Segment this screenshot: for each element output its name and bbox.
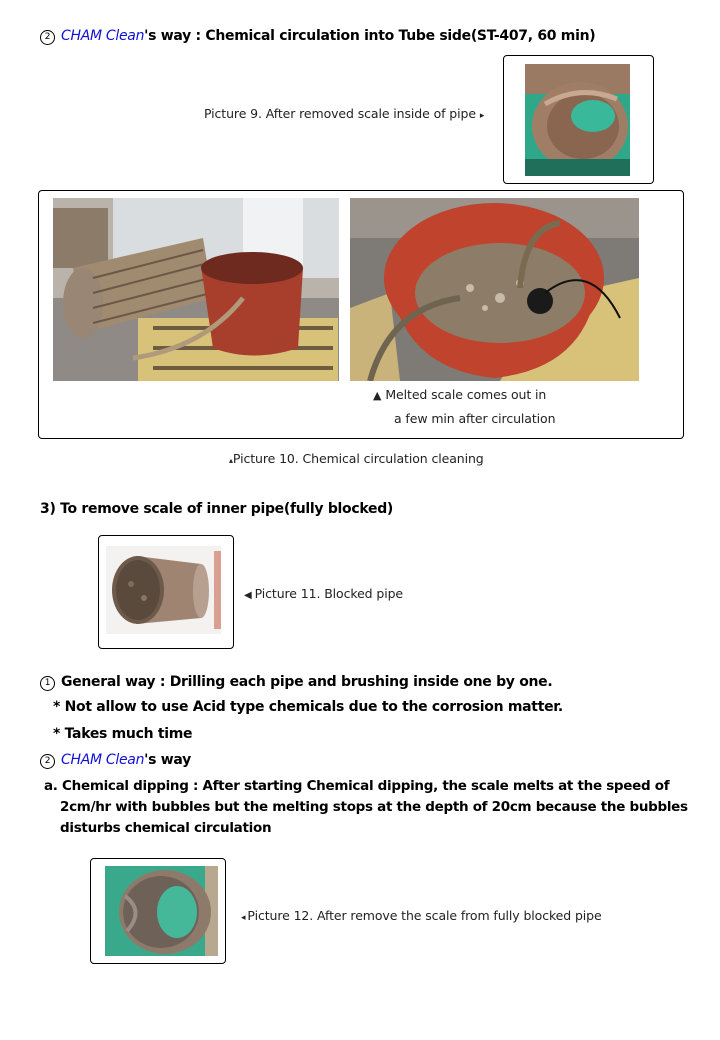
note-line1-text: Melted scale comes out in	[385, 387, 547, 402]
section3-heading: 3) To remove scale of inner pipe(fully blocked)	[40, 501, 394, 517]
arrow-up-icon: ▲	[373, 389, 382, 402]
picture10-caption-text: Picture 10. Chemical circulation cleaning	[232, 451, 484, 466]
picture9-caption	[204, 106, 484, 121]
circled-number: 1	[40, 676, 55, 691]
picture12-caption-text: Picture 12. After remove the scale from fully blocked pipe	[247, 908, 602, 923]
melted-scale-note-line1	[373, 387, 546, 402]
picture10-photo-heat-exchanger	[53, 198, 339, 381]
picture11-caption-text: Picture 11. Blocked pipe	[254, 586, 403, 601]
picture10-photo-tub-circulation	[350, 198, 639, 381]
picture9-frame	[503, 55, 654, 184]
chemical-dipping-line2: 2cm/hr with bubbles but the melting stops at the depth of 20cm because the bubbles	[60, 799, 688, 815]
general-way-note-time: * Takes much time	[53, 726, 193, 742]
picture10-caption	[229, 451, 484, 466]
arrow-up-small-icon: ▴	[229, 456, 233, 465]
chemical-dipping-line1: a. Chemical dipping : After starting Chemical dipping, the scale melts at the speed of	[44, 778, 670, 794]
heading-text: 's way : Chemical circulation into Tube side(ST-407, 60 min)	[144, 28, 596, 44]
arrow-right-icon: ▸	[479, 111, 485, 121]
picture9-photo-pipe	[525, 64, 630, 176]
chemical-dipping-line3: disturbs chemical circulation	[60, 820, 272, 836]
section-heading-cham-circulation	[40, 28, 595, 45]
brand-name: CHAM Clean	[61, 752, 145, 768]
picture12-frame	[90, 858, 226, 964]
melted-scale-note-line2: a few min after circulation	[394, 411, 556, 426]
general-way-note-acid: * Not allow to use Acid type chemicals due to the corrosion matter.	[53, 699, 563, 715]
cham-way-heading	[40, 752, 191, 769]
circled-number: 2	[40, 30, 55, 45]
picture10-frame	[38, 190, 684, 439]
cham-way-text: 's way	[144, 752, 191, 768]
picture9-caption-text: Picture 9. After removed scale inside of pipe	[204, 106, 476, 121]
picture11-caption	[244, 586, 403, 601]
picture12-caption	[241, 908, 602, 923]
general-way-text: General way : Drilling each pipe and brushing inside one by one.	[61, 674, 553, 690]
arrow-left-icon: ◀	[244, 590, 252, 601]
general-way-line	[40, 674, 552, 691]
picture12-photo-cleaned-pipe	[105, 866, 218, 956]
circled-number: 2	[40, 754, 55, 769]
arrow-left-small-icon: ◂	[241, 913, 246, 923]
picture11-frame	[98, 535, 234, 649]
picture11-photo-blocked-pipe	[106, 546, 221, 634]
brand-name: CHAM Clean	[61, 28, 145, 44]
